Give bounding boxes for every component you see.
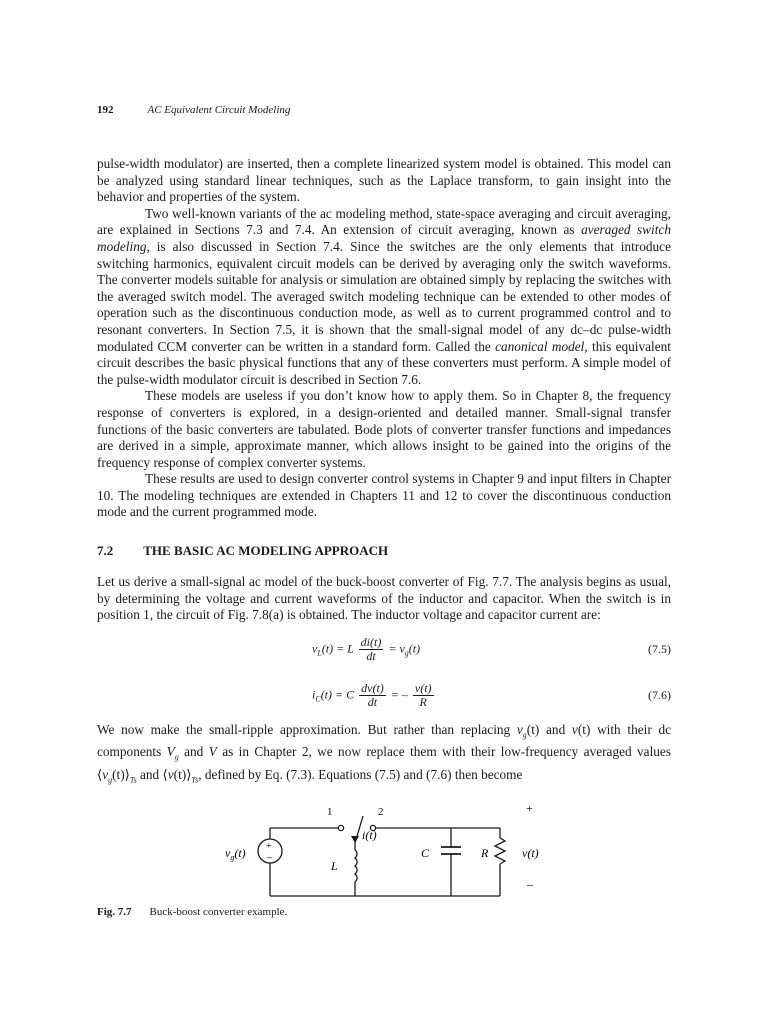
- figure-caption: [97, 906, 287, 918]
- math-sub: g: [108, 775, 113, 785]
- math-var: v: [167, 766, 174, 782]
- section-number: 7.2: [97, 543, 114, 558]
- inductor-label: L: [331, 859, 338, 873]
- paragraph-1: pulse-width modulator) are inserted, then a complete linearized system model is obtained. This model can be analyzed using standard linear techniques, such as the Laplace transform, to gain insight into the behavior and properties of the system.: [97, 156, 671, 205]
- text-run: , this equivalent circuit describes the basic physical functions that any of these converters must perform. A simple model of the pulse-width modulator circuit is described in Section 7.6.: [97, 338, 671, 387]
- source-label-arg: (t): [234, 846, 246, 860]
- paragraph-4: These results are used to design converter control systems in Chapter 9 and input filters in Chapter 10. The modeling techniques are extended in Chapters 11 and 12 to cover the discontinuous conduction mode and the current programmed mode.: [97, 471, 671, 520]
- section-title: THE BASIC AC MODELING APPROACH: [143, 543, 389, 558]
- switch-label-2: 2: [378, 806, 384, 818]
- equation-number-7-6: (7.6): [648, 688, 671, 702]
- figure-caption-label: Fig. 7.7: [97, 906, 132, 918]
- paragraph-5: Let us derive a small-signal ac model of the buck-boost converter of Fig. 7.7. The analysis begins as usual, by determining the voltage and current waveforms of the inductor and capacitor. When the switch is in position 1, the circuit of Fig. 7.8(a) is obtained. The inductor voltage and capacitor current are:: [97, 574, 671, 623]
- text-run: (t) with their dc components: [97, 722, 671, 760]
- eq-denominator: dt: [366, 649, 376, 663]
- source-plus: +: [266, 841, 272, 852]
- eq-numerator: di(t): [360, 635, 382, 649]
- output-minus: –: [527, 877, 533, 891]
- math-var: v: [516, 722, 523, 737]
- output-voltage-label: v(t): [522, 846, 539, 860]
- eq-text: = –: [390, 687, 408, 702]
- math-var: v: [571, 722, 578, 737]
- eq-text: (t) = C: [320, 687, 355, 702]
- math-sub: Ts: [191, 775, 199, 785]
- eq-numerator: dv(t): [361, 681, 384, 695]
- page-number: 192: [97, 104, 114, 116]
- math-var: V: [208, 744, 217, 760]
- text-run: Two well-known variants of the ac modeling method, state-space averaging and circuit averaging, are explained in Sections 7.3 and 7.4. An extension of circuit averaging, known as: [97, 205, 671, 238]
- eq-denominator: dt: [367, 695, 378, 709]
- eq-text: (t) = L: [321, 641, 354, 656]
- paragraph-3: These models are useless if you don’t know how to apply them. So in Chapter 8, the frequency response of converters is explored, in a design-oriented and detailed manner. Small-signal transfer functions of the basic converters are tabulated. Bode plots of converter transfer functions and impedances are derived in a simple, approximate manner, which allows insight to be gained into the origins of the frequency response of complex converter systems.: [97, 388, 671, 470]
- resistor-label: R: [481, 846, 489, 860]
- switch-terminal-1: [338, 825, 343, 830]
- running-title: AC Equivalent Circuit Modeling: [147, 104, 291, 116]
- eq-subscript: g: [404, 648, 409, 658]
- source-label: [225, 846, 246, 862]
- math-sub: g: [174, 752, 179, 762]
- math-var: V: [166, 744, 175, 760]
- math-sub: g: [522, 730, 527, 740]
- equation-number-7-5: (7.5): [648, 642, 671, 656]
- switch-label-1: 1: [327, 806, 333, 818]
- eq-symbol: i: [312, 687, 316, 702]
- text-run: (t)⟩: [173, 766, 192, 782]
- eq-numerator: v(t): [414, 681, 432, 695]
- eq-text: = v: [388, 641, 405, 656]
- resistor-icon: [495, 838, 505, 864]
- text-run: and ⟨: [136, 766, 168, 782]
- text-run: , is also discussed in Section 7.4. Since the switches are the only elements that introduce switching harmonics, equivalent circuit models can be derived by averaging only the switch waveforms. The converter models suitable for analysis or simulation are obtained simply by replacing the switches with the averaged switch model. The averaged switch modeling technique can be extended to other modes of operation such as the discontinuous conduction mode, as well as to current programmed control and to resonant converters. In Section 7.5, it is shown that the small-signal model of any dc–dc pulse-width modulated CCM converter can be written in a standard form. Called the: [97, 238, 671, 354]
- text-run: , defined by Eq. (7.3). Equations (7.5) and (7.6) then become: [198, 766, 523, 782]
- eq-subscript: C: [315, 694, 321, 704]
- text-run: as in Chapter 2, we now replace them with their low-frequency averaged values ⟨: [97, 744, 671, 782]
- emphasis: averaged switch modeling: [97, 222, 671, 254]
- text-run: (t)⟩: [112, 766, 130, 782]
- text-run: (t) and: [526, 722, 572, 737]
- current-label: i(t): [362, 828, 377, 842]
- math-var: v: [102, 766, 109, 782]
- emphasis: canonical model: [495, 338, 585, 354]
- eq-subscript: L: [317, 648, 322, 658]
- output-plus: +: [526, 801, 533, 815]
- source-label-v: v: [225, 846, 231, 860]
- current-arrow-icon: [351, 836, 359, 843]
- math-sub: Ts: [129, 775, 137, 785]
- eq-denominator: R: [419, 695, 427, 709]
- source-label-sub: g: [230, 853, 235, 862]
- inductor-icon: [355, 850, 357, 882]
- capacitor-label: C: [421, 846, 430, 860]
- source-minus: –: [267, 852, 272, 863]
- text-run: and: [178, 744, 209, 760]
- eq-symbol: v: [312, 641, 318, 656]
- text-run: We now make the small-ripple approximation. But rather than replacing: [97, 722, 517, 737]
- eq-text: (t): [408, 641, 421, 656]
- figure-caption-text: Buck-boost converter example.: [149, 906, 288, 918]
